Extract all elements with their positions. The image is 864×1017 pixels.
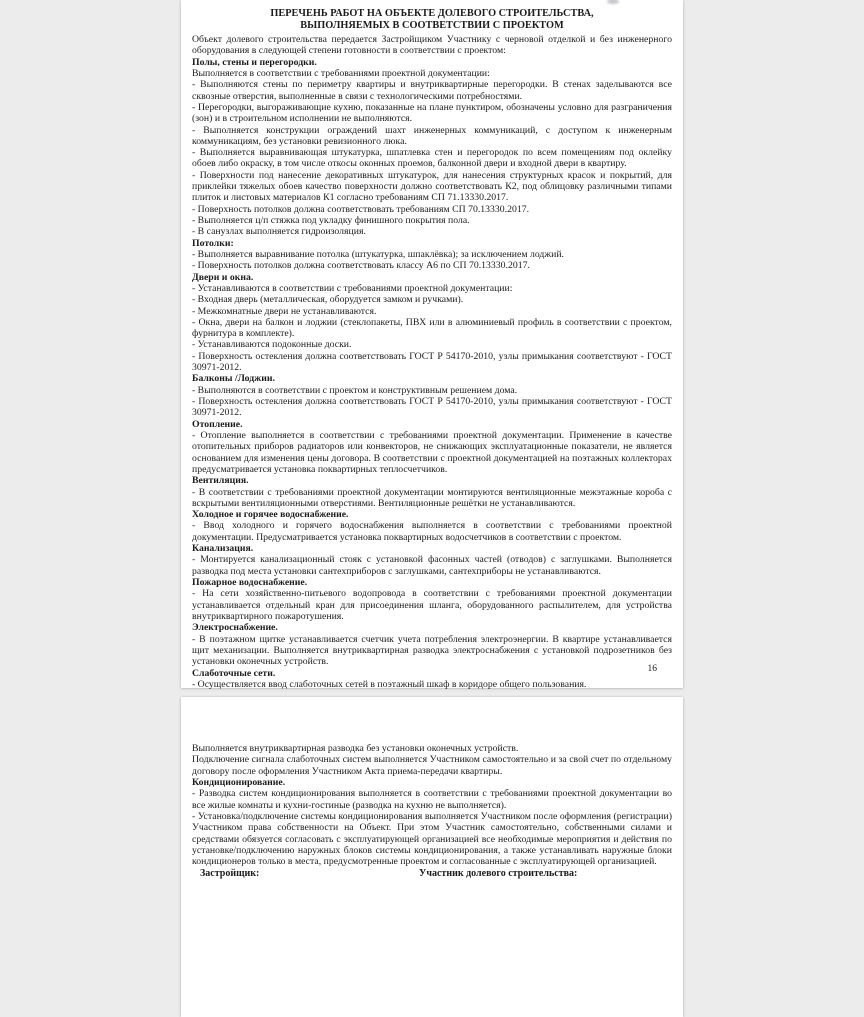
paragraph: - Установка/подключение системы кондиционирования выполняется Участником после оформления (регистрации) Участником права собственности на Объект. При этом Участник самостоятельно, собственными силами и средствами обязуется согласовать с эксплуатирующей организацией все необходимые мероприятия и действия по установке/подключению наружных блоков системы кондиционирования, а также устанавливать наружные блоки кондиционеров только в места, предусмотренные проектом и согласованные с эксплуатирующей организацией. xyxy=(192,810,672,868)
section-heading: Слаботочные сети. xyxy=(192,667,276,679)
paragraph: - Устанавливаются в соответствии с требованиями проектной документации: xyxy=(192,282,513,294)
section-heading: Холодное и горячее водоснабжение. xyxy=(192,509,349,521)
section-heading: Полы, стены и перегородки. xyxy=(192,56,317,68)
paragraph: - В соответствии с требованиями проектной документации монтируются вентиляционные межэтажные короба с вскрытыми вентиляционными отверстиями. Вентиляционные решётки не устанавливаются. xyxy=(192,486,672,509)
paragraph: - Выполняется выравнивание потолка (штукатурка, шпаклёвка); за исключением лоджий. xyxy=(192,248,564,260)
page-title-line2: ВЫПОЛНЯЕМЫХ В СООТВЕТСТВИИ С ПРОЕКТОМ xyxy=(300,20,564,31)
paragraph: - Межкомнатные двери не устанавливаются. xyxy=(192,305,377,317)
paragraph: - Ввод холодного и горячего водоснабжения выполняется в соответствии с требованиями проектной документации. Предусматривается установка поквартирных водосчетчиков в соответствии с проектом. xyxy=(192,520,672,543)
paragraph: - В поэтажном щитке устанавливается счетчик учета потребления электроэнергии. В квартире устанавливается щит механизации. Выполняется внутриквартирная разводка электроснабжения с установкой подрозетников без установки оконечных устройств. xyxy=(192,633,672,668)
section-heading: Потолки: xyxy=(192,237,234,249)
paragraph: - Выполняется конструкции ограждений шахт инженерных коммуникаций, с доступом к инженерным коммуникациям, без установки ревизионного люка. xyxy=(192,124,672,147)
paragraph: - Отопление выполняется в соответствии с требованиями проектной документации. Применение в качестве отопительных приборов радиаторов или конвекторов, не снижающих эксплуатационные показатели, не является основанием для изменения цены договора. В соответствии с проектной документацией на поэтажных коллекторах предусматривается установка поквартирных теплосчетчиков. xyxy=(192,429,672,475)
page-2 xyxy=(181,697,683,1017)
paragraph: - Перегородки, выгораживающие кухню, показанные на плане пунктиром, обозначены условно для разграничения (зон) и в строительном исполнении не выполняются. xyxy=(192,101,672,125)
section-heading: Кондиционирование. xyxy=(192,776,286,788)
page2-content xyxy=(192,743,672,867)
paragraph: - Устанавливаются подоконные доски. xyxy=(192,339,352,351)
paragraph: - Осуществляется ввод слаботочных сетей в поэтажный шкаф в коридоре общего пользования. xyxy=(192,678,587,690)
signature-participant-label: Участник долевого строительства: xyxy=(419,868,578,880)
paragraph: - Выполняется выравнивающая штукатурка, шпатлевка стен и перегородок по всем помещениям под оклейку обоев либо окраску, в том числе откосы оконных проемов, балконной двери и входной двери в квартиру. xyxy=(192,147,672,170)
section-heading: Электроснабжение. xyxy=(192,622,278,634)
paragraph: - Входная дверь (металлическая, оборудуется замком и ручками). xyxy=(192,294,464,306)
section-heading: Пожарное водоснабжение. xyxy=(192,577,308,588)
section-heading: Двери и окна. xyxy=(192,271,254,283)
paragraph: Подключение сигнала слаботочных систем выполняется Участником самостоятельно и за свой счет по отдельному договору после оформления Участником Акта приема-передачи квартиры. xyxy=(192,754,672,777)
signature-developer-label: Застройщик: xyxy=(200,868,260,880)
paragraph: - Поверхность остекления должна соответствовать ГОСТ Р 54170-2010, узлы примыкания соответствуют - ГОСТ 30971-2012. xyxy=(192,396,672,419)
paragraph: - Поверхность потолков должна соответствовать требованиям СП 70.13330.2017. xyxy=(192,203,530,215)
paragraph: Выполняется в соответствии с требованиями проектной документации: xyxy=(192,67,490,79)
paragraph: Объект долевого строительства передается Застройщиком Участнику с черновой отделкой и без инженерного оборудования в следующей степени готовности в соответствии с проектом: xyxy=(192,34,672,57)
paragraph: - Выполняются в соответствии с проектом и конструктивным решением дома. xyxy=(192,384,518,396)
page1-content xyxy=(192,34,672,690)
section-heading: Канализация. xyxy=(192,543,254,555)
paragraph: - Выполняется ц/п стяжка под укладку финишного покрытия пола. xyxy=(192,215,470,226)
paragraph: - Выполняются стены по периметру квартиры и внутриквартирные перегородки. В стенах заделываются все сквозные отверстия, выполненные в связи с технологическими потребностями. xyxy=(192,79,672,102)
page-number: 16 xyxy=(647,664,657,674)
page-title-line1: ПЕРЕЧЕНЬ РАБОТ НА ОБЪЕКТЕ ДОЛЕВОГО СТРОИТЕЛЬСТВА, xyxy=(270,8,594,19)
section-heading: Балконы /Лоджии. xyxy=(192,373,275,385)
page-title xyxy=(192,8,672,32)
paragraph: - Поверхности под нанесение декоративных штукатурок, для нанесения структурных красок и покрытий, для приклейки тяжелых обоев качество поверхности должно соответствовать К2, под облицовку различными типами плиток и листовых материалов К1 согласно требованиям СП 71.13330.2017. xyxy=(192,169,672,204)
signature-row xyxy=(192,868,672,882)
paragraph: - Поверхность потолков должна соответствовать классу А6 по СП 70.13330.2017. xyxy=(192,260,530,272)
section-heading: Вентиляция. xyxy=(192,475,249,487)
paragraph: - Поверхность остекления должна соответствовать ГОСТ Р 54170-2010, узлы примыкания соответствуют - ГОСТ 30971-2012. xyxy=(192,350,672,374)
paragraph: - На сети хозяйственно-питьевого водопровода в соответствии с требованиями проектной документации устанавливается отдельный кран для присоединения шланга, оборудованного распылителем, для устройства внутриквартирного пожаротушения. xyxy=(192,588,672,622)
section-heading: Отопление. xyxy=(192,418,243,430)
paragraph: - Разводка систем кондиционирования выполняется в соответствии с требованиями проектной документации во все жилые комнаты и кухни-гостиные (разводка на кухню не выполняется). xyxy=(192,788,672,811)
paragraph: Выполняется внутриквартирная разводка без установки оконечных устройств. xyxy=(192,743,519,754)
page-1 xyxy=(181,0,683,688)
paragraph: - В санузлах выполняется гидроизоляция. xyxy=(192,226,366,238)
paragraph: - Монтируется канализационный стояк с установкой фасонных частей (отводов) с заглушками. Выполняется разводка под места установки сантехприборов с заглушками, сантехприборы не устанавливаются. xyxy=(192,554,672,577)
paragraph: - Окна, двери на балкон и лоджии (стеклопакеты, ПВХ или в алюминиевый профиль в соответствии с проектом, фурнитура в комплекте). xyxy=(192,316,672,340)
